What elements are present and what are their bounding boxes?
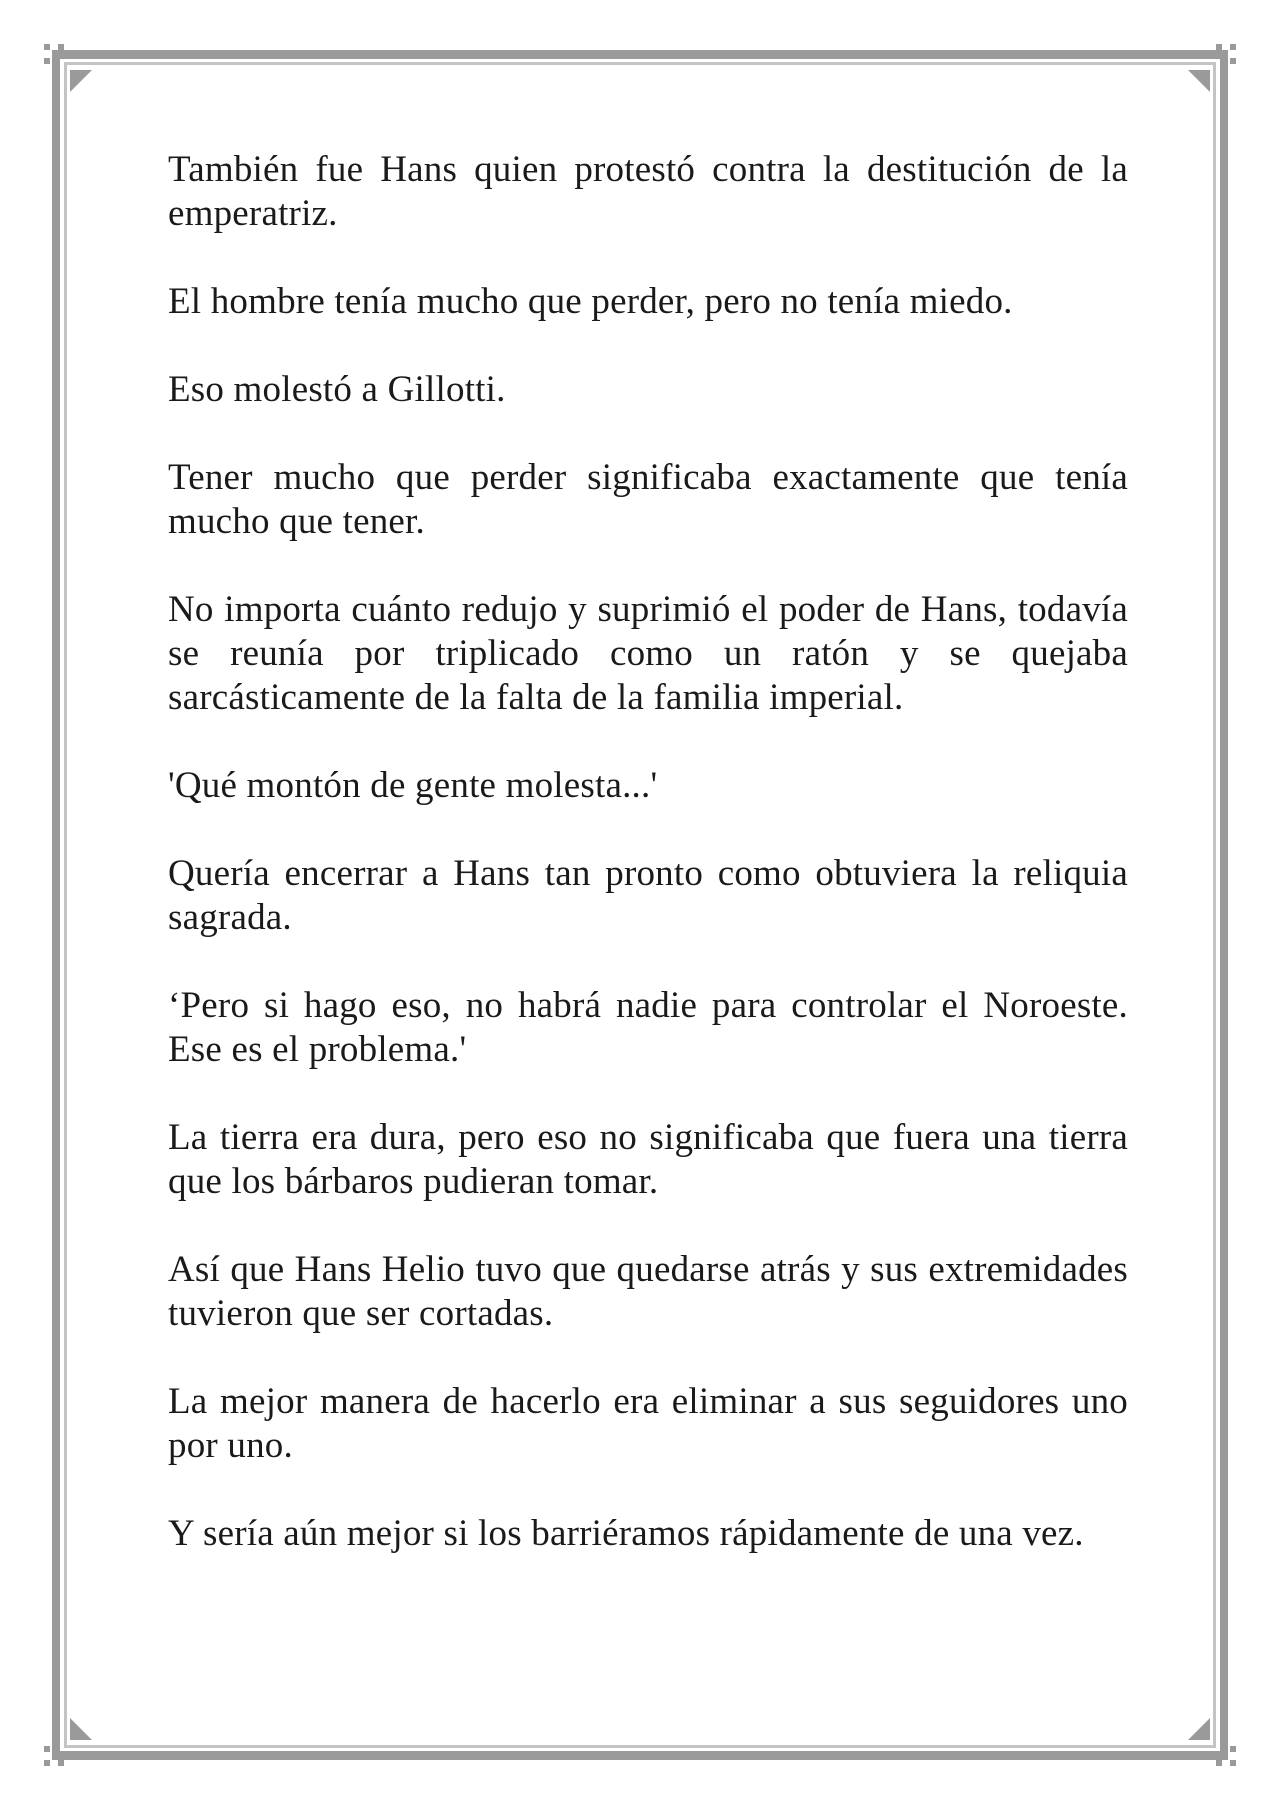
paragraph: Quería encerrar a Hans tan pronto como obtuviera la reliquia sagrada.: [168, 853, 1128, 938]
paragraph: La tierra era dura, pero eso no significaba que fuera una tierra que los bárbaros pudieran tomar.: [168, 1117, 1128, 1202]
paragraph: Eso molestó a Gillotti.: [168, 369, 506, 410]
paragraph: El hombre tenía mucho que perder, pero no tenía miedo.: [168, 281, 1013, 322]
paragraph: No importa cuánto redujo y suprimió el poder de Hans, todavía se reunía por triplicado como un ratón y se quejaba sarcásticamente de la falta de la familia imperial.: [168, 589, 1128, 718]
paragraph: 'Qué montón de gente molesta...': [168, 765, 658, 806]
paragraph: También fue Hans quien protestó contra la destitución de la emperatriz.: [168, 149, 1128, 234]
page-text-body: [168, 148, 1128, 1600]
paragraph: Así que Hans Helio tuvo que quedarse atrás y sus extremidades tuvieron que ser cortadas.: [168, 1249, 1128, 1334]
paragraph: Y sería aún mejor si los barriéramos rápidamente de una vez.: [168, 1513, 1084, 1554]
paragraph: ‘Pero si hago eso, no habrá nadie para controlar el Noroeste. Ese es el problema.': [168, 985, 1128, 1070]
paragraph: Tener mucho que perder significaba exactamente que tenía mucho que tener.: [168, 457, 1128, 542]
paragraph: La mejor manera de hacerlo era eliminar a sus seguidores uno por uno.: [168, 1381, 1128, 1466]
